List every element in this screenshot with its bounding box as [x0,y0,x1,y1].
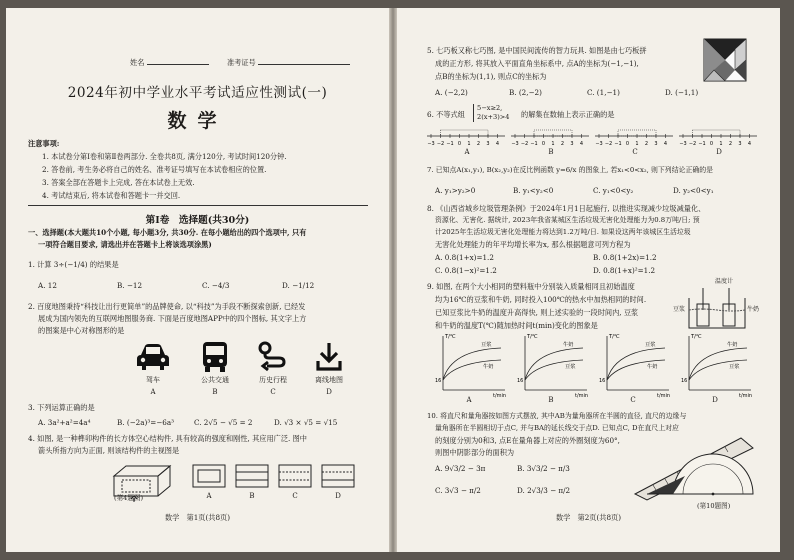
tick-label: −2 [604,141,613,147]
q6-number-line-4 [679,130,757,147]
series-label-lower: 豆浆 [565,364,576,370]
q5-line-2: 成的正方形, 将其放入平面直角坐标系中, 点A的坐标为(−1,−1), [435,59,639,68]
tick-label: 2 [728,141,733,147]
tick-label: 0 [625,141,630,147]
tick-label: 1 [635,141,639,147]
q8-line-1: 8. 《山西省城乡垃圾管理条例》于2024年1月1日起施行, 以推进实现减少垃圾减量化、 [427,204,706,213]
tick-label: 1 [467,141,471,147]
tick-label: −2 [520,141,529,147]
series-label-upper: 牛奶 [727,342,738,348]
tick-label: −3 [511,141,519,147]
tick-label: −1 [446,141,454,147]
q6-number-line-2 [511,130,589,147]
y-axis-label: T/℃ [609,334,620,340]
q9-experiment-figure [685,280,749,330]
tick-label: 0 [457,141,462,147]
q9-letter-d: D [712,396,718,404]
series-label-upper: 豆浆 [645,342,656,348]
q1-option-d: D. −1/12 [282,281,315,290]
ticket-blank [258,64,350,65]
notice-1: 1. 本试卷分第Ⅰ卷和第Ⅱ卷两部分. 全卷共8页, 满分120分, 考试时间120分钟. [42,152,287,161]
tick-label: −2 [688,141,697,147]
q8-line-2: 资源化、无害化. 据统计, 2023年我省某城区生活垃圾无害化处理能力为0.8万吨/日; 预 [435,216,700,224]
offline-download-icon [315,341,343,373]
tick-label: 4 [495,141,500,147]
q1-option-c: C. −4/3 [202,281,230,290]
tick-label: −1 [698,141,706,147]
exam-page-2 [397,8,780,552]
name-blank [147,64,209,65]
q9-fig-label-soymilk: 豆浆 [673,306,686,313]
x-axis-label: t/min [739,393,753,399]
tick-label: 0 [709,141,714,147]
tick-label: 2 [644,141,649,147]
tick-label: −1 [530,141,538,147]
q3-stem: 3. 下列运算正确的是 [28,403,95,412]
q8-option-a: A. 0.8(1+x)=1.2 [435,253,494,262]
q7-option-b: B. y₁<y₂<0 [513,186,554,195]
q9-fig-label-thermometer: 温度计 [715,278,734,285]
q1-stem: 1. 计算 3÷(−1/4) 的结果是 [28,260,119,269]
q10-line-1: 10. 将直尺和量角器按如图方式摆放, 其中AB为量角器所在半圆的直径, 直尺的边缘与 [427,412,687,420]
series-label-lower: 牛奶 [483,364,494,370]
tick-label: 3 [570,141,574,147]
q2-caption-d: 离线地图 [315,376,343,384]
q4-line-2: 箭头所指方向为正面, 则该结构件的主视图是 [38,446,180,455]
x-axis-label: t/min [493,393,507,399]
y-tick-16: 16 [681,378,688,384]
y-axis-label: T/℃ [691,334,702,340]
q5-line-3: 点B的坐标为(1,1), 则点C的坐标为 [435,72,547,81]
q9-line-4: 和牛奶的温度T(℃)随加热时间t(min)变化的图象是 [435,321,598,330]
tick-label: −3 [427,141,435,147]
name-label: 姓名 [130,58,145,67]
q9-letter-a: A [466,396,472,404]
q7-option-a: A. y₁>y₂>0 [435,186,476,195]
tick-label: 3 [654,141,658,147]
q6-letter-d: D [716,148,722,156]
q9-graph-1 [435,334,506,399]
q8-option-c: C. 0.8(1−x)²=1.2 [435,266,497,275]
q10-option-b: B. 3√3/2 − π/3 [517,464,570,473]
q9-letter-b: B [548,396,554,404]
page-footer-1: 数学 第1页(共8页) [164,513,231,522]
page-fold [389,8,397,552]
page-footer-2: 数学 第2页(共8页) [555,513,622,522]
q2-letter-c: C [270,388,276,396]
q2-caption-c: 历史行程 [259,376,287,384]
tangram-figure [703,38,747,82]
q4-line-1: 4. 如图, 是一种榫卯构件的长方体空心结构件, 具有较高的强度和刚性, 其应用广泛. 图中 [28,434,307,443]
q9-graph-4 [681,334,752,399]
curve-lower [525,360,583,380]
q5-option-b: B. (2,−2) [509,88,542,97]
q10-line-2: 量角器所在半圆相切于点C, 并与BA的延长线交于点D. 已知点C, D在直尺上对应 [435,424,679,432]
q4-letter-d: D [335,492,341,500]
divider [28,205,368,206]
series-label-lower: 豆浆 [729,364,740,370]
q3-option-b: B. (−2a)³=−6a³ [117,418,175,427]
q4-view-c [278,464,312,488]
q7-option-d: D. y₂<0<y₁ [673,186,714,195]
q10-ruler-protractor-figure [633,436,759,500]
q6-number-line-1 [427,130,505,147]
q7-option-c: C. y₁<0<y₂ [593,186,634,195]
series-label-upper: 牛奶 [563,342,574,348]
q9-graph-row [433,332,763,398]
q4-letter-a: A [206,492,212,500]
solution-shade [441,130,489,136]
q2-letter-d: D [326,388,332,396]
q5-option-d: D. (−1,1) [665,88,699,97]
y-tick-16: 16 [517,378,524,384]
q5-option-c: C. (1,−1) [587,88,620,97]
tick-label: 4 [579,141,584,147]
car-icon [136,342,170,372]
tick-label: 2 [560,141,565,147]
q7-stem: 7. 已知点A(x₁,y₁), B(x₂,y₂)在反比例函数 y=6/x 的图象上, 若x₁<0<x₂, 则下列结论正确的是 [427,166,714,174]
q2-line-2: 展成为国内领先的互联网地图服务商. 下面是百度地图APP中的四个图标, 其文字上方 [38,314,307,323]
q3-option-d: D. √3 × √5 = √15 [274,418,338,427]
tick-label: −3 [679,141,687,147]
tick-label: −1 [614,141,622,147]
tick-label: 0 [541,141,546,147]
solution-shade [693,130,741,136]
q5-option-a: A. (−2,2) [435,88,468,97]
notice-3: 3. 答案全部在答题卡上完成, 答在本试卷上无效. [42,178,195,187]
series-label-lower: 牛奶 [647,364,658,370]
q8-line-3: 计2025年生活垃圾无害化处理能力将达到1.2万吨/日. 如果设这两年该城区生活垃圾 [435,228,691,236]
curve-lower [443,360,501,380]
q2-letter-b: B [212,388,218,396]
q3-option-a: A. 3a²+a²=4a⁴ [38,418,91,427]
q6-system-line-2: 2(x+3)>4 [477,113,510,121]
q6-number-lines [425,126,761,148]
q10-fig-caption: (第10题图) [697,502,731,510]
tick-label: 4 [663,141,668,147]
ticket-label: 准考证号 [226,58,256,67]
q2-caption-a: 驾车 [146,376,160,384]
q4-letter-c: C [292,492,298,500]
q10-line-3: 的刻度分别为0和3, 点E在量角器上对应的外圈刻度为60°, [435,436,620,445]
q2-caption-b: 公共交通 [201,376,229,384]
tick-label: 3 [486,141,490,147]
q8-option-d: D. 0.8(1+x)²=1.2 [593,266,656,275]
exam-page-1 [6,8,389,552]
q4-view-a [192,464,226,488]
section-title: 第Ⅰ卷 选择题(共30分) [145,215,250,226]
q6-system-line-1: 5−x≥2, [477,104,503,112]
q10-option-d: D. 2√3/3 − π/2 [517,486,571,495]
exam-title: 2024年初中学业水平考试适应性测试(一) [67,85,328,101]
q3-option-c: C. 2√5 − √5 = 2 [194,418,253,427]
subject-title: 数学 [167,110,228,132]
notice-4: 4. 考试结束后, 将本试卷和答题卡一并交回. [42,191,181,200]
q6-stem-a: 6. 不等式组 [427,110,465,119]
q2-letter-a: A [150,388,156,396]
q1-option-b: B. −12 [117,281,143,290]
q8-option-b: B. 0.8(1+2x)=1.2 [593,253,657,262]
q9-fig-label-milk: 牛奶 [747,306,760,313]
tick-label: 4 [747,141,752,147]
q6-stem-b: 的解集在数轴上表示正确的是 [521,110,615,119]
q9-letter-c: C [630,396,636,404]
q9-graphs [433,332,763,398]
q9-line-2: 均为16℃的豆浆和牛奶, 同时投入100℃的热水中加热相同的时间. [435,295,647,304]
q4-fig-caption: (第4题图) [114,494,144,502]
q4-view-d [321,464,355,488]
bus-icon [201,341,229,373]
q10-option-c: C. 3√3 − π/2 [435,486,481,495]
tick-label: 1 [719,141,723,147]
q5-line-1: 5. 七巧板又称七巧图, 是中国民间流传的智力玩具. 如图是由七巧板拼 [427,46,647,55]
tick-label: −2 [436,141,445,147]
q10-line-4: 则图中阴影部分的面积为 [435,448,515,457]
q4-view-b [235,464,269,488]
section-intro-1: 一、选择题(本大题共10个小题, 每小题3分, 共30分. 在每小题给出的四个选项中, 只有 [28,228,307,237]
tick-label: 3 [738,141,742,147]
y-axis-label: T/℃ [527,334,538,340]
tick-label: 2 [476,141,481,147]
q9-graph-2 [517,334,588,399]
y-tick-16: 16 [599,378,606,384]
notice-title: 注意事项: [28,139,60,148]
q6-system [473,104,510,122]
section-intro-2: 一项符合题目要求, 请选出并在答题卡上将该选项涂黑) [38,240,212,249]
y-axis-label: T/℃ [445,334,456,340]
q8-line-4: 无害化处理能力的年平均增长率为x, 那么根据题意可列方程为 [435,240,631,249]
q10-option-a: A. 9√3/2 − 3π [435,464,486,473]
q4-letter-b: B [249,492,255,500]
curve-lower [607,360,665,380]
tick-label: 1 [551,141,555,147]
x-axis-label: t/min [575,393,589,399]
name-field-label [130,58,350,68]
q6-letter-c: C [632,148,638,156]
tick-label: −3 [595,141,603,147]
q2-line-3: 的图案是中心对称图形的是 [38,326,125,335]
q1-option-a: A. 12 [38,281,57,290]
curve-lower [689,360,747,380]
q6-letter-a: A [464,148,470,156]
q2-line-1: 2. 百度地图秉持“科技让出行更简单”的品牌使命, 以“科技”为手段不断探索创新, 已经发 [28,302,306,311]
series-label-upper: 豆浆 [481,342,492,348]
notice-2: 2. 答卷前, 考生务必将自己的姓名、准考证号填写在本试卷相应的位置. [42,165,267,174]
q9-line-1: 9. 如图, 在两个大小相同的塑料瓶中分别装入质量相同且初始温度 [427,282,635,291]
q6-number-line-3 [595,130,673,147]
q9-line-3: 已知豆浆比牛奶的温度升高得快, 则上述实验的一段时间内, 豆浆 [435,308,639,317]
route-history-icon [257,341,289,373]
q9-graph-3 [599,334,670,399]
x-axis-label: t/min [657,393,671,399]
y-tick-16: 16 [435,378,442,384]
q6-letter-b: B [548,148,554,156]
